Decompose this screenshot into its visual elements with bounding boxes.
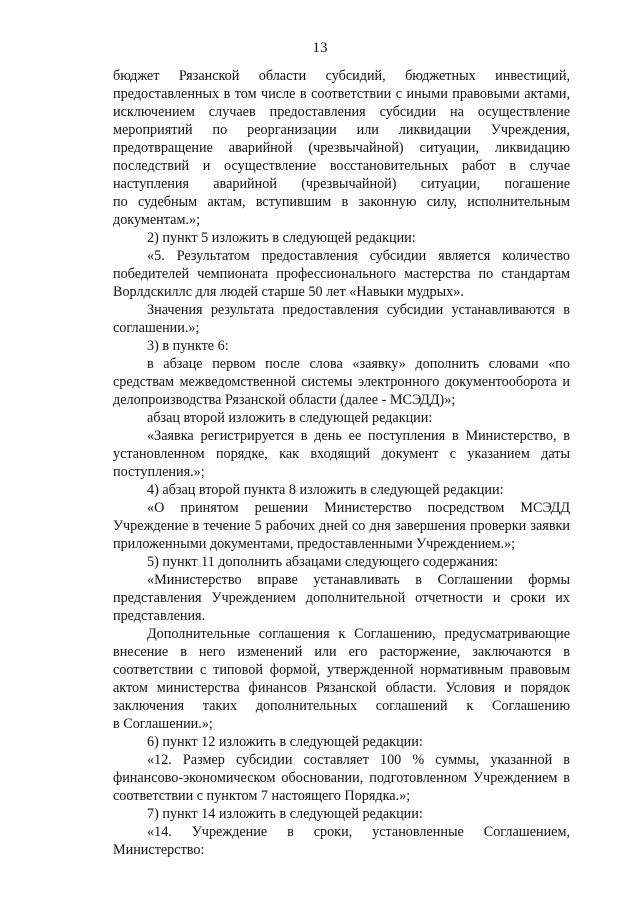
page-number: 13 — [312, 40, 328, 56]
text-line: заключения таких дополнительных соглашений к Соглашению — [113, 698, 570, 714]
text-line: победителей чемпионата профессионального мастерства по стандартам — [113, 266, 570, 282]
text-line: соответствии с пунктом 7 настоящего Порядка.»; — [113, 788, 411, 804]
text-line: бюджет Рязанской области субсидий, бюджетных инвестиций, — [113, 68, 570, 84]
text-line: средствам межведомственной системы электронного документооборота и — [113, 374, 570, 390]
text-line: предоставленных в том числе в соответствии с иными правовыми актами, — [113, 86, 570, 102]
text-line: соглашении.»; — [113, 320, 200, 336]
text-line: Значения результата предоставления субсидии устанавливаются в — [147, 302, 570, 318]
text-line: актом министерства финансов Рязанской области. Условия и порядок — [113, 680, 570, 696]
text-line: поступления.»; — [113, 464, 205, 480]
text-line: 3) в пункте 6: — [147, 338, 229, 354]
text-line: Ворлдскиллс для людей старше 50 лет «Навыки мудрых». — [113, 284, 464, 300]
text-line: в абзаце первом после слова «заявку» дополнить словами «по — [147, 356, 570, 372]
text-line: «12. Размер субсидии составляет 100 % суммы, указанной в — [147, 752, 570, 768]
document-body — [113, 67, 570, 859]
text-line: «14. Учреждение в сроки, установленные Соглашением, — [147, 824, 570, 840]
text-line: «Министерство вправе устанавливать в Соглашении формы — [147, 572, 570, 588]
text-line: Дополнительные соглашения к Соглашению, предусматривающие — [147, 626, 570, 642]
text-line: внесение в него изменений или его расторжение, заключаются в — [113, 644, 570, 660]
text-line: 7) пункт 14 изложить в следующей редакции: — [147, 806, 423, 822]
text-line: соответствии с типовой формой, утвержденной нормативным правовым — [113, 662, 570, 678]
text-line: установленном порядке, как входящий документ с указанием даты — [113, 446, 570, 462]
text-line: 6) пункт 12 изложить в следующей редакции: — [147, 734, 423, 750]
text-line: предотвращение аварийной (чрезвычайной) ситуации, ликвидацию — [113, 140, 570, 156]
text-line: представления Учреждением дополнительной отчетности и сроки их — [113, 590, 570, 606]
text-line: мероприятий по реорганизации или ликвидации Учреждения, — [113, 122, 570, 138]
text-line: 4) абзац второй пункта 8 изложить в следующей редакции: — [147, 482, 504, 498]
text-line: «Заявка регистрируется в день ее поступления в Министерство, в — [147, 428, 570, 444]
text-line: представления. — [113, 608, 206, 624]
text-line: приложенными документами, предоставленными Учреждением.»; — [113, 536, 516, 552]
text-line: 2) пункт 5 изложить в следующей редакции: — [147, 230, 416, 246]
text-line: исключением случаев предоставления субсидии на осуществление — [113, 104, 570, 120]
text-line: «О принятом решении Министерство посредством МСЭДД — [147, 500, 570, 516]
text-line: последствий и осуществление восстановительных работ в случае — [113, 158, 570, 174]
text-line: делопроизводства Рязанской области (далее - МСЭДД)»; — [113, 392, 456, 408]
text-line: по судебным актам, вступившим в законную силу, исполнительным — [113, 194, 570, 210]
text-line: «5. Результатом предоставления субсидии является количество — [147, 248, 570, 264]
text-line: документам.»; — [113, 212, 201, 228]
text-line: абзац второй изложить в следующей редакции: — [147, 410, 433, 426]
text-line: финансово-экономическом обосновании, подготовленном Учреждением в — [113, 770, 570, 786]
text-line: наступления аварийной (чрезвычайной) ситуации, погашение — [113, 176, 570, 192]
text-line: 5) пункт 11 дополнить абзацами следующего содержания: — [147, 554, 499, 570]
text-line: Учреждение в течение 5 рабочих дней со дня завершения проверки заявки — [113, 518, 570, 534]
text-line: в Соглашении.»; — [113, 716, 213, 732]
text-line: Министерство: — [113, 842, 205, 858]
